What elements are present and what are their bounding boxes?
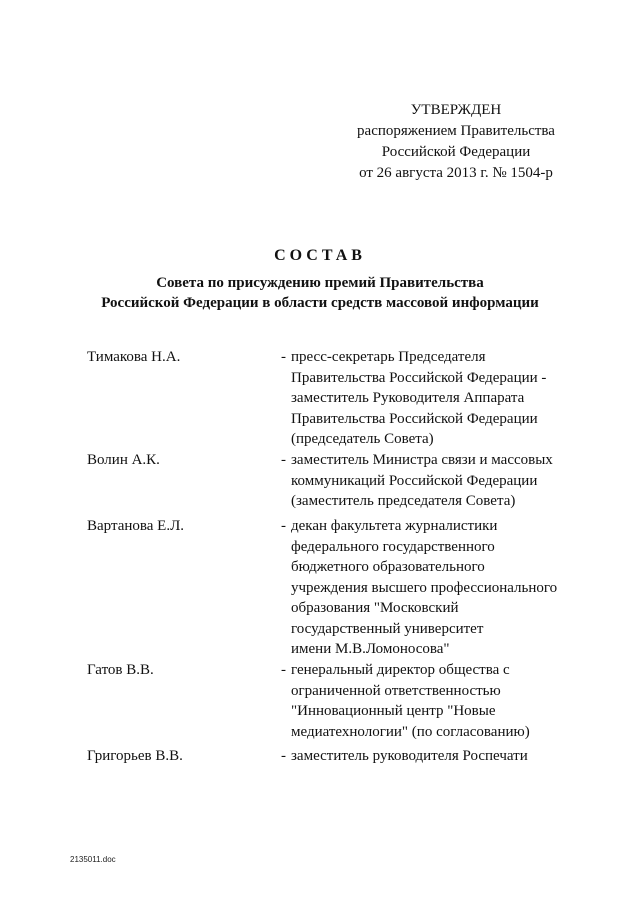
position-line: ограниченной ответственностью: [291, 682, 501, 699]
position-line: заместитель Министра связи и массовых: [291, 452, 553, 468]
position-line: Правительства Российской Федерации: [291, 410, 538, 427]
position-line: государственный университет: [291, 620, 484, 637]
file-name-footer: 2135011.doc: [70, 855, 116, 864]
member-position: [291, 746, 581, 767]
member-dash: -: [281, 518, 286, 534]
position-line: федерального государственного: [291, 538, 495, 555]
approval-government-line: Российской Федерации: [381, 144, 531, 160]
position-line: (председатель Совета): [291, 431, 434, 447]
approval-heading: УТВЕРЖДЕН: [410, 102, 502, 118]
member-dash: -: [281, 349, 286, 365]
position-line: медиатехнологии" (по согласованию): [291, 723, 530, 740]
member-dash: -: [281, 662, 286, 678]
position-line: учреждения высшего профессионального: [291, 579, 558, 596]
member-position: [291, 450, 581, 512]
member-position: [291, 516, 581, 660]
approval-date-number: от 26 августа 2013 г. № 1504-р: [359, 165, 553, 181]
position-line: декан факультета журналистики: [291, 518, 498, 534]
member-dash: -: [281, 748, 286, 764]
member-position: [291, 660, 581, 742]
member-position: [291, 347, 581, 450]
position-line: генеральный директор общества с: [291, 662, 510, 678]
position-line: имени М.В.Ломоносова": [291, 641, 450, 657]
subtitle-line-2: Российской Федерации в области средств массовой информации: [101, 295, 539, 311]
position-line: заместитель Руководителя Аппарата: [291, 390, 525, 406]
position-line: (заместитель председателя Совета): [291, 493, 516, 509]
document-title: СОСТАВ: [274, 247, 366, 264]
member-name: Вартанова Е.Л.: [87, 518, 185, 534]
position-line: пресс-секретарь Председателя: [291, 349, 486, 365]
approval-stamp: [330, 100, 582, 184]
position-line: коммуникаций Российской Федерации: [291, 472, 538, 489]
position-line: "Инновационный центр "Новые: [291, 703, 496, 719]
position-line: бюджетного образовательного: [291, 559, 485, 575]
approval-by-line: распоряжением Правительства: [357, 123, 555, 139]
position-line: образования "Московский: [291, 600, 459, 616]
subtitle-line-1: Совета по присуждению премий Правительства: [156, 275, 484, 291]
position-line: Правительства Российской Федерации -: [291, 369, 547, 386]
document-subtitle: [60, 273, 580, 313]
member-name: Гатов В.В.: [87, 662, 154, 678]
member-name: Волин А.К.: [87, 452, 160, 468]
member-name: Тимакова Н.А.: [87, 349, 181, 365]
position-line: заместитель руководителя Роспечати: [291, 748, 528, 764]
member-name: Григорьев В.В.: [87, 748, 183, 764]
member-dash: -: [281, 452, 286, 468]
